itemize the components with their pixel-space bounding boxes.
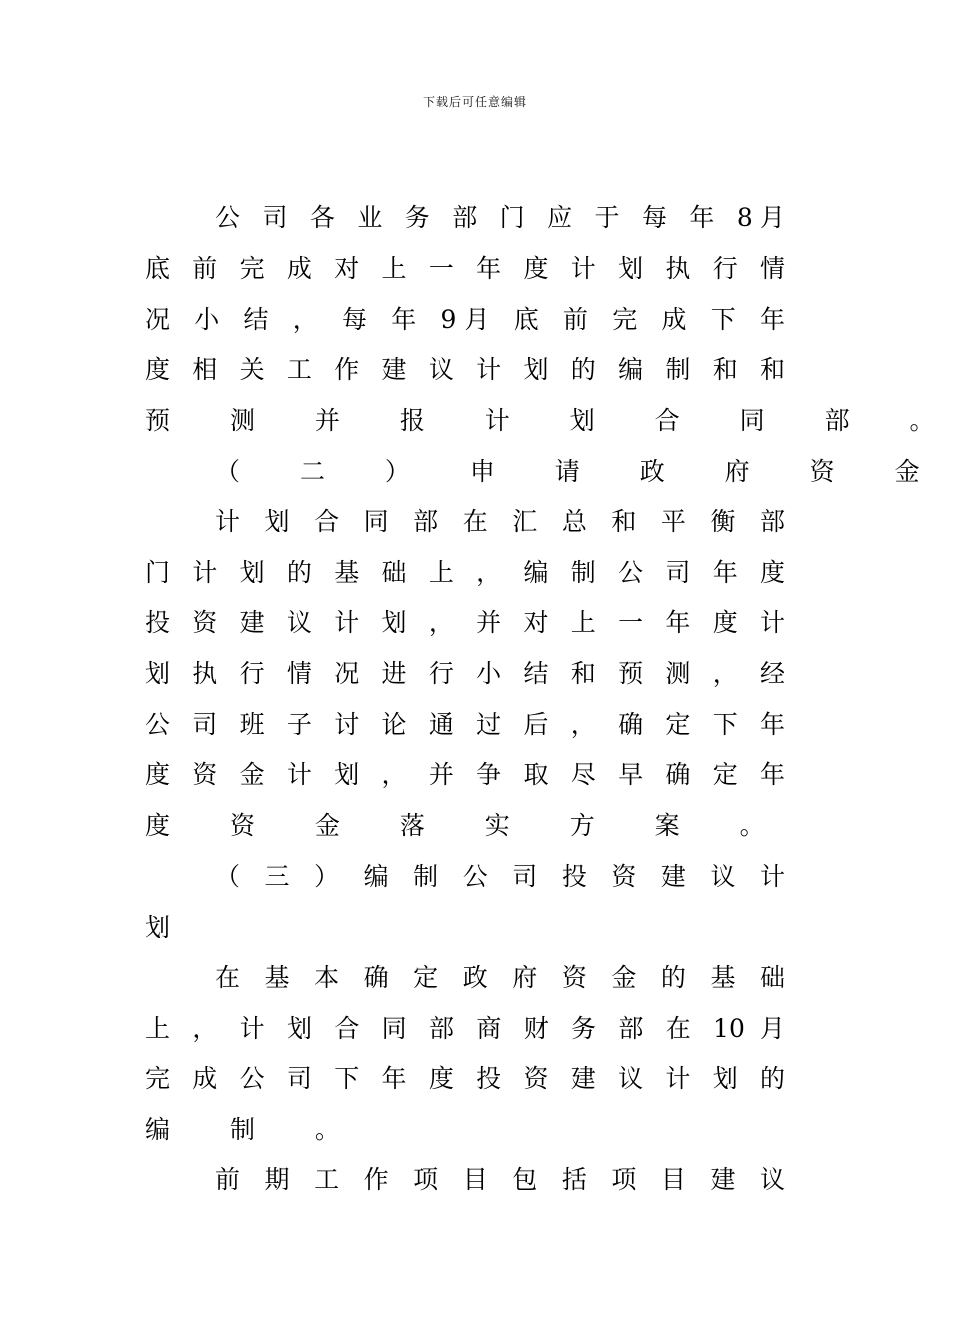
section-heading: （ 三 ） 编 制 公 司 投 资 建 议 计	[215, 862, 785, 891]
text-line: 划 执 行 情 况 进 行 小 结 和 预 测 ， 经	[145, 659, 785, 688]
text-line: 底 前 完 成 对 上 一 年 度 计 划 执 行 情	[145, 254, 785, 283]
text-line: 度 资 金 落 实 方 案 。	[145, 811, 791, 840]
page-header-note: 下载后可任意编辑	[422, 95, 527, 109]
text-line: 完 成 公 司 下 年 度 投 资 建 议 计 划 的	[145, 1064, 785, 1093]
text-line: 预 测 并 报 计 划 合 同 部 。	[145, 406, 961, 435]
section-heading-continuation: 划	[145, 913, 171, 942]
text-line: 度 相 关 工 作 建 议 计 划 的 编 制 和 和	[145, 355, 785, 384]
text-line: 投 资 建 议 计 划 ， 并 对 上 一 年 度 计	[145, 608, 785, 637]
text-line: 计 划 合 同 部 在 汇 总 和 平 衡 部	[215, 507, 785, 536]
text-line: 在 基 本 确 定 政 府 资 金 的 基 础	[215, 963, 785, 992]
text-line: 公 司 各 业 务 部 门 应 于 每 年 8月	[215, 203, 785, 232]
text-line: 编 制 。	[145, 1115, 366, 1144]
section-heading: （ 二 ） 申 请 政 府 资 金	[215, 457, 946, 486]
text-line: 前 期 工 作 项 目 包 括 项 目 建 议	[215, 1165, 785, 1194]
text-line: 况 小 结 ， 每 年 9月 底 前 完 成 下 年	[145, 305, 785, 334]
text-line: 度 资 金 计 划 ， 并 争 取 尽 早 确 定 年	[145, 760, 785, 789]
text-line: 上 ， 计 划 合 同 部 商 财 务 部 在 10 月	[145, 1014, 785, 1043]
text-line: 公 司 班 子 讨 论 通 过 后 ， 确 定 下 年	[145, 710, 785, 739]
text-line: 门 计 划 的 基 础 上 ， 编 制 公 司 年 度	[145, 558, 785, 587]
